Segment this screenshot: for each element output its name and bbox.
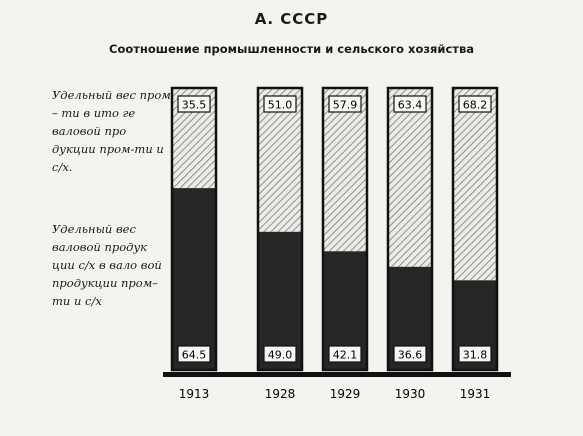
bar-industry-1930 bbox=[388, 88, 432, 267]
x-tick-label-1930: 1930 bbox=[394, 387, 426, 401]
chart-subtitle: Соотношение промышленности и сельского хозяйства bbox=[109, 42, 474, 56]
x-tick-label-1931: 1931 bbox=[459, 387, 491, 401]
data-label-bottom-1929: 42.1 bbox=[332, 348, 358, 362]
data-label-bottom-1913: 64.5 bbox=[181, 348, 207, 362]
data-label-bottom-1930: 36.6 bbox=[397, 348, 423, 362]
baseline-axis bbox=[163, 372, 511, 377]
data-label-bottom-1931: 31.8 bbox=[462, 348, 488, 362]
data-label-top-1931: 68.2 bbox=[462, 98, 488, 112]
bar-industry-1931 bbox=[453, 88, 497, 280]
data-label-top-1930: 63.4 bbox=[397, 98, 423, 112]
chart-title: А. СССР bbox=[254, 10, 329, 28]
data-label-top-1928: 51.0 bbox=[267, 98, 293, 112]
x-tick-label-1929: 1929 bbox=[329, 387, 361, 401]
bar-agriculture-1913 bbox=[172, 188, 216, 370]
data-label-top-1929: 57.9 bbox=[332, 98, 358, 112]
x-tick-label-1928: 1928 bbox=[264, 387, 296, 401]
data-label-top-1913: 35.5 bbox=[181, 98, 207, 112]
legend-agriculture-share: Удельный вес валовой продук ции с/х в вало вой продукции пром–ти и с/х bbox=[52, 222, 162, 308]
legend-industry-share: Удельный вес пром – ти в ито ге валовой про дукции пром-ти и с/х. bbox=[52, 88, 171, 174]
data-label-bottom-1928: 49.0 bbox=[267, 348, 293, 362]
x-tick-label-1913: 1913 bbox=[178, 387, 210, 401]
